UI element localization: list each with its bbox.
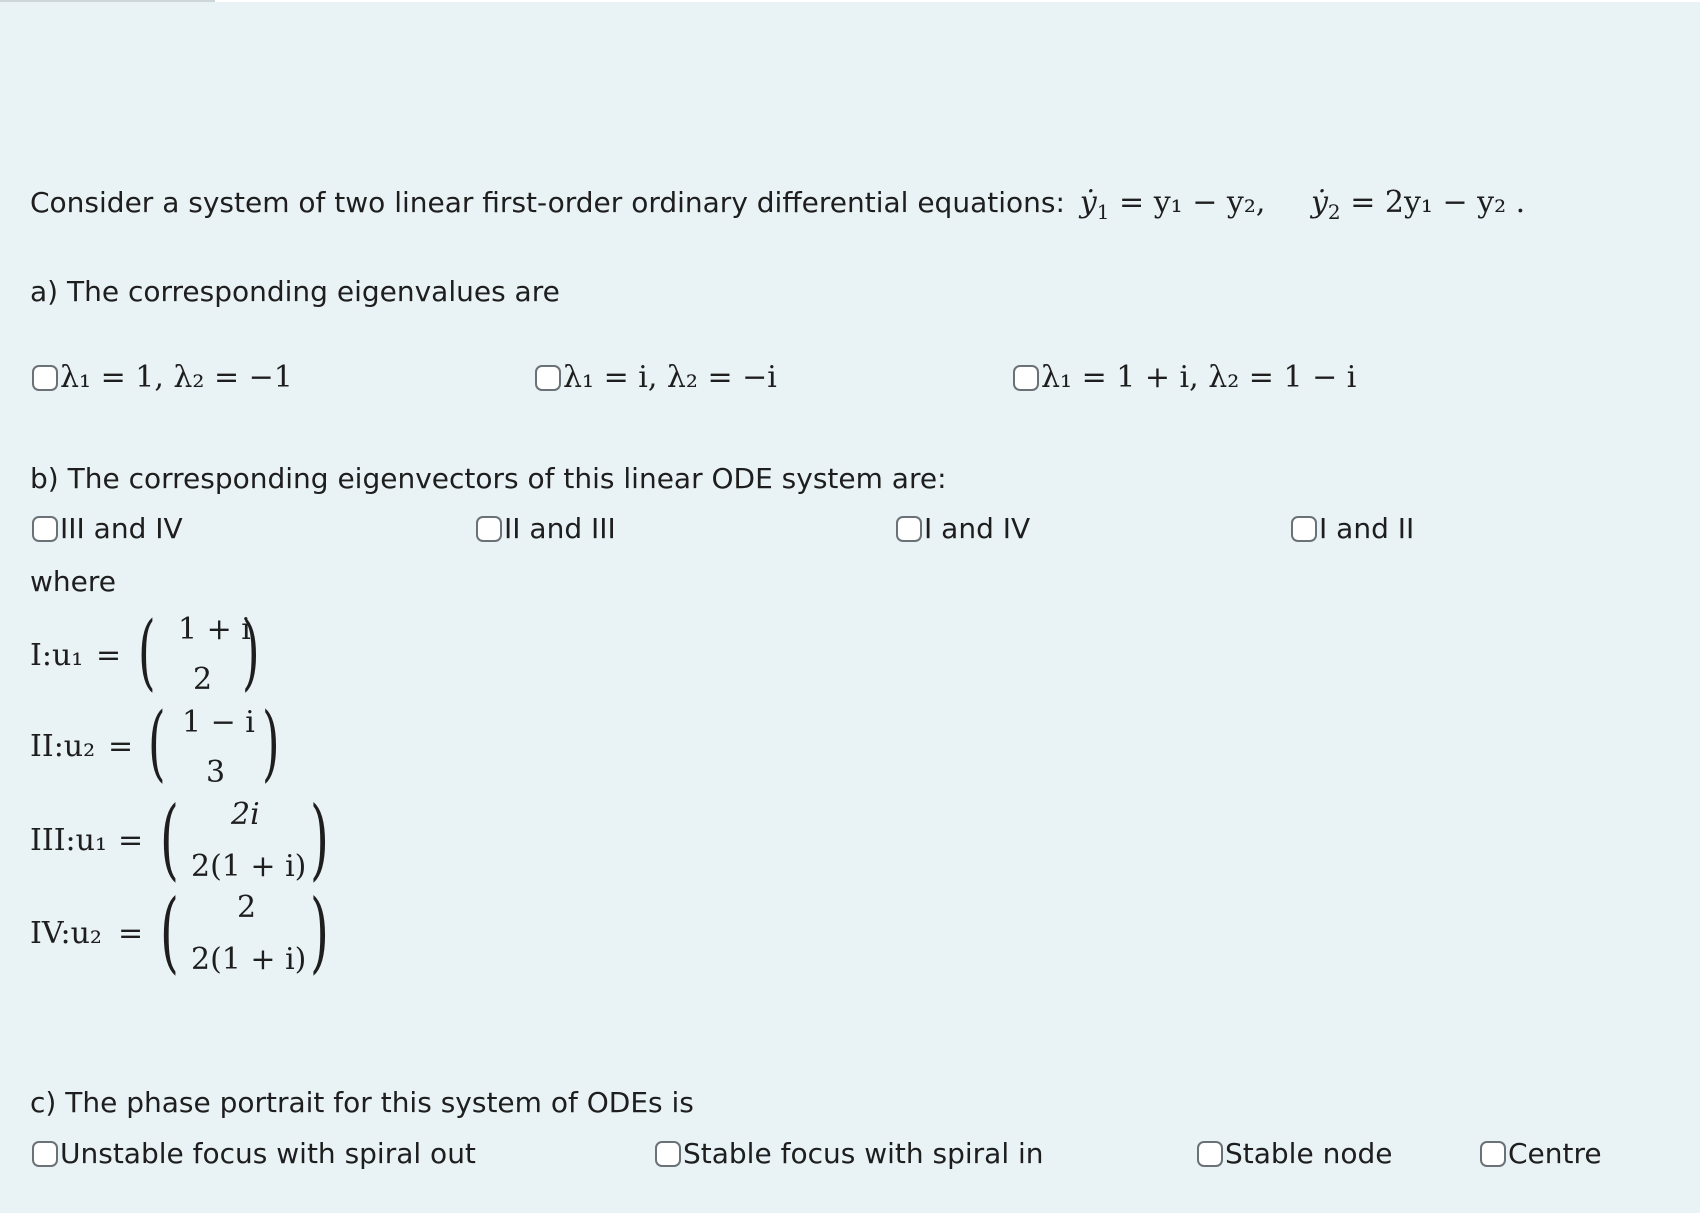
- checkbox[interactable]: [476, 516, 502, 542]
- eq2-lhs: ẏ: [1310, 185, 1328, 220]
- vector-4-label: IV:u₂: [30, 916, 102, 951]
- right-paren: ): [262, 696, 280, 791]
- eq2-rhs: = 2y₁ − y₂ .: [1350, 185, 1526, 220]
- checkbox[interactable]: [32, 365, 58, 391]
- part-b-option-4[interactable]: [1291, 512, 1414, 545]
- equals-sign: =: [118, 823, 144, 858]
- question-intro: [30, 185, 1526, 224]
- where-label: where: [30, 565, 116, 598]
- checkbox[interactable]: [1013, 365, 1039, 391]
- option-label: Unstable focus with spiral out: [60, 1137, 476, 1170]
- option-label: Centre: [1508, 1137, 1602, 1170]
- vector-3-label: III:u₁: [30, 823, 108, 858]
- vector-2-top: 1 − i: [182, 705, 255, 740]
- option-label: Stable node: [1225, 1137, 1393, 1170]
- left-paren: (: [160, 880, 179, 983]
- part-b-option-3[interactable]: [896, 512, 1030, 545]
- vector-3-bottom: 2(1 + i): [191, 849, 307, 884]
- checkbox[interactable]: [32, 1141, 58, 1167]
- vector-2-label: II:u₂: [30, 729, 96, 764]
- part-c-option-3[interactable]: [1197, 1137, 1392, 1170]
- vector-4-bottom: 2(1 + i): [191, 942, 307, 977]
- checkbox[interactable]: [896, 516, 922, 542]
- eq1-rhs: = y₁ − y₂,: [1119, 185, 1266, 220]
- option-label: λ₁ = i, λ₂ = −i: [563, 360, 777, 395]
- option-label: I and II: [1319, 512, 1415, 545]
- equals-sign: =: [96, 638, 122, 673]
- vector-1-label: I:u₁: [30, 638, 84, 673]
- equation-1: ẏ$_1$ = y₁ − y₂,: [1079, 185, 1266, 224]
- equation-2: ẏ$_2$ = 2y₁ − y₂ .: [1310, 185, 1526, 224]
- option-label: Stable focus with spiral in: [683, 1137, 1044, 1170]
- part-a-option-1[interactable]: [32, 360, 293, 395]
- equals-sign: =: [118, 916, 144, 951]
- question-panel: [0, 2, 1700, 1213]
- option-label: λ₁ = 1, λ₂ = −1: [60, 360, 293, 395]
- checkbox[interactable]: [1197, 1141, 1223, 1167]
- left-paren: (: [138, 605, 156, 700]
- part-a-option-3[interactable]: [1013, 360, 1356, 395]
- vector-2-bottom: 3: [206, 755, 226, 790]
- left-paren: (: [160, 787, 179, 890]
- right-paren: ): [242, 605, 260, 700]
- vector-1-bottom: 2: [193, 662, 213, 697]
- checkbox[interactable]: [1291, 516, 1317, 542]
- checkbox[interactable]: [1480, 1141, 1506, 1167]
- checkbox[interactable]: [655, 1141, 681, 1167]
- equals-sign: =: [108, 729, 134, 764]
- checkbox[interactable]: [535, 365, 561, 391]
- part-c-option-4[interactable]: [1480, 1137, 1602, 1170]
- eq1-lhs: ẏ: [1079, 185, 1097, 220]
- right-paren: ): [310, 880, 329, 983]
- option-label: I and IV: [924, 512, 1031, 545]
- option-label: λ₁ = 1 + i, λ₂ = 1 − i: [1041, 360, 1357, 395]
- part-a-label: a) The corresponding eigenvalues are: [30, 275, 560, 308]
- option-label: III and IV: [60, 512, 183, 545]
- part-a-option-2[interactable]: [535, 360, 777, 395]
- vector-1-top: 1 + i: [178, 612, 251, 647]
- checkbox[interactable]: [32, 516, 58, 542]
- option-label: II and III: [504, 512, 616, 545]
- left-paren: (: [148, 696, 166, 791]
- part-b-option-1[interactable]: [32, 512, 183, 545]
- part-b-label: b) The corresponding eigenvectors of this linear ODE system are:: [30, 462, 947, 495]
- vector-4-top: 2: [237, 890, 257, 925]
- intro-text: Consider a system of two linear first-order ordinary differential equations:: [30, 186, 1065, 219]
- right-paren: ): [310, 787, 329, 890]
- part-c-option-2[interactable]: [655, 1137, 1044, 1170]
- vector-3-top: 2i: [231, 797, 260, 832]
- part-c-label: c) The phase portrait for this system of ODEs is: [30, 1086, 694, 1119]
- part-b-option-2[interactable]: [476, 512, 616, 545]
- part-c-option-1[interactable]: [32, 1137, 476, 1170]
